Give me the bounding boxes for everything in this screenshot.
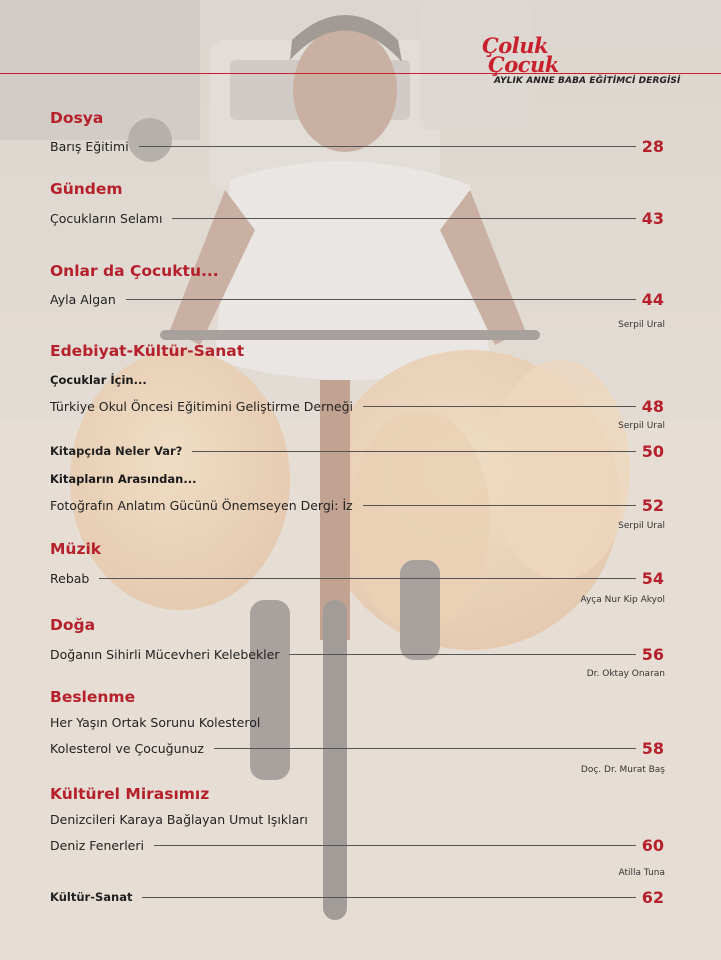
leader-line [139,146,636,147]
magazine-logo [482,33,712,96]
section-title-beslenme: Beslenme [50,688,136,706]
leader-line [214,748,636,749]
page-number: 52 [641,495,664,515]
toc-entry[interactable] [50,289,664,309]
author-name: Serpil Ural [618,320,665,330]
leader-line [289,654,635,655]
toc-entry[interactable] [50,441,664,461]
toc-entry-title: Rebab [50,570,90,586]
section-title-muzik: Müzik [50,540,102,558]
article-title[interactable]: Denizcileri Karaya Bağlayan Umut Işıkları [50,812,308,827]
toc-entry-title: Türkiye Okul Öncesi Eğitimini Geliştirme Derneği [50,398,354,414]
leader-line [142,897,635,898]
toc-entry-title: Fotoğrafın Anlatım Gücünü Önemseyen Dergi: İz [50,497,353,513]
toc-entry[interactable] [50,835,664,855]
leader-line [172,218,635,219]
page-number: 43 [641,208,664,228]
page-number: 28 [641,136,664,156]
page-number: 62 [641,887,664,907]
subheading: Kitapların Arasından... [50,472,197,486]
page-number: 48 [641,396,664,416]
author-name: Serpil Ural [618,521,665,531]
leader-line [192,451,635,452]
author-name: Dr. Oktay Onaran [586,669,665,679]
toc-entry[interactable] [50,887,664,907]
subheading: Çocuklar İçin... [50,373,147,387]
author-name: Atilla Tuna [618,868,665,878]
page-number: 58 [641,738,664,758]
leader-line [154,845,636,846]
toc-entry[interactable] [50,208,664,228]
toc-entry[interactable] [50,396,664,416]
toc-entry[interactable] [50,136,664,156]
page-number: 56 [641,644,664,664]
author-name: Ayça Nur Kip Akyol [580,595,665,605]
toc-entry-title: Çocukların Selamı [50,210,163,226]
logo-line-2: Çocuk [488,52,559,77]
section-title-dosya: Dosya [50,109,104,127]
toc-entry-title: Kültür-Sanat [50,890,133,904]
toc-entry-title: Kitapçıda Neler Var? [50,444,183,458]
toc-entry-title: Barış Eğitimi [50,138,129,154]
toc-entry[interactable] [50,738,664,758]
section-title-onlar-da-cocuktu: Onlar da Çocuktu... [50,262,219,280]
toc-entry-title: Deniz Fenerleri [50,837,144,853]
toc-entry-title: Doğanın Sihirli Mücevheri Kelebekler [50,646,280,662]
section-title-gundem: Gündem [50,180,123,198]
toc-entry-title: Kolesterol ve Çocuğunuz [50,740,204,756]
toc-entry[interactable] [50,495,664,515]
section-title-doga: Doğa [50,616,96,634]
page-number: 54 [641,568,664,588]
leader-line [126,299,636,300]
toc-entry-title: Ayla Algan [50,291,116,307]
logo-subtitle: AYLIK ANNE BABA EĞİTİMCİ DERGİSİ [494,76,681,86]
page-number: 44 [641,289,664,309]
section-title-kulturel-mirasimiz: Kültürel Mirasımız [50,785,210,803]
leader-line [363,406,636,407]
leader-line [99,578,635,579]
page-number: 50 [641,441,664,461]
logo-line-1: Çoluk [482,33,549,58]
author-name: Serpil Ural [618,421,665,431]
article-title[interactable]: Her Yaşın Ortak Sorunu Kolesterol [50,715,261,730]
leader-line [363,505,636,506]
toc-entry[interactable] [50,568,664,588]
toc-entry[interactable] [50,644,664,664]
author-name: Doç. Dr. Murat Baş [580,765,665,775]
section-title-edebiyat-kultur-sanat: Edebiyat-Kültür-Sanat [50,342,245,360]
page-number: 60 [641,835,664,855]
